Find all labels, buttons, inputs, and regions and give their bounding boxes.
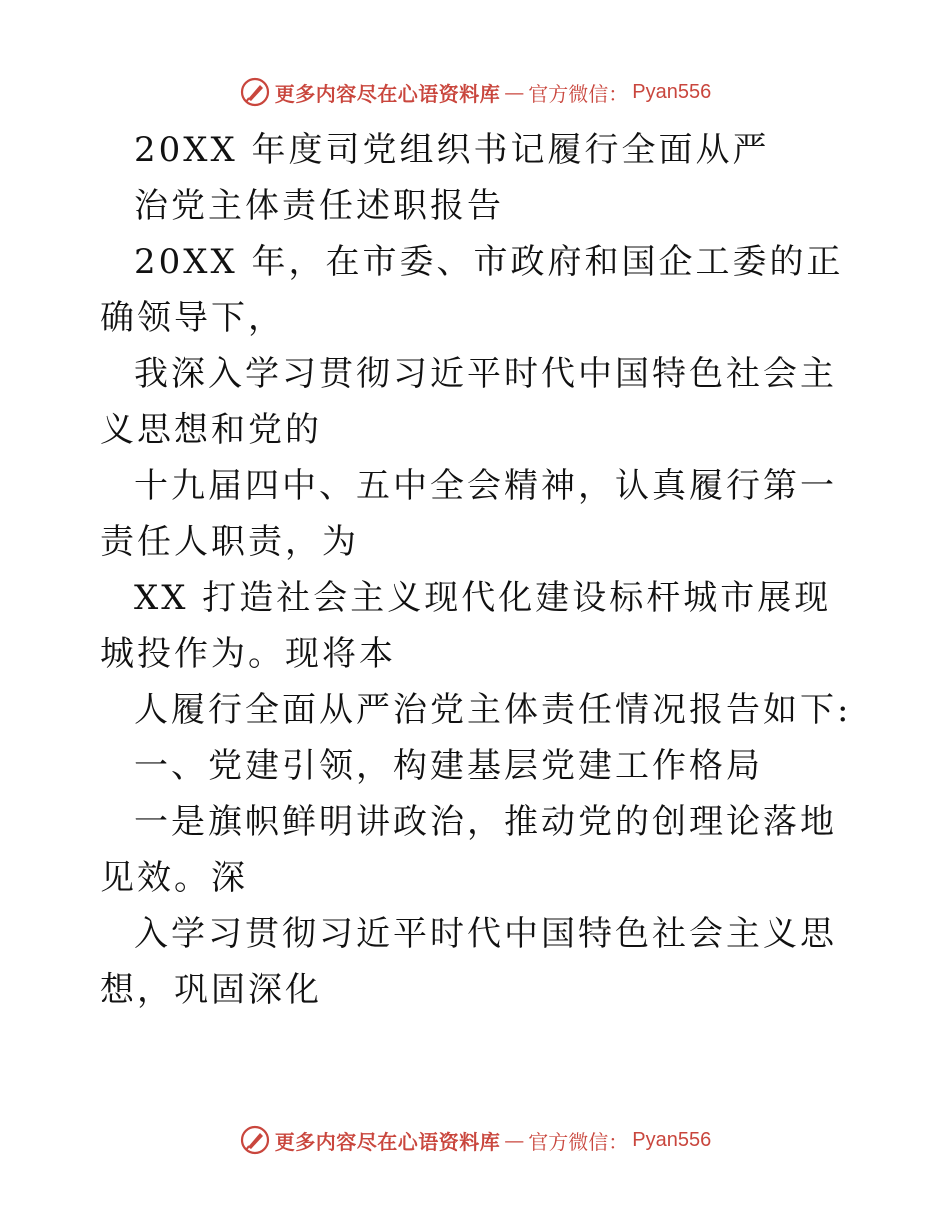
- header-watermark: [0, 72, 950, 112]
- watermark-id: Pyan556: [632, 80, 712, 103]
- watermark-official: 官方微信：: [528, 1129, 629, 1154]
- paragraph: 我深入学习贯彻习近平时代中国特色社会主义思想和党的: [100, 354, 837, 450]
- watermark-id: Pyan556: [632, 1128, 712, 1151]
- doc-title-line-1: 20XX 年度司党组织书记履行全面从严: [134, 130, 770, 170]
- quill-logo-icon: [239, 1124, 271, 1156]
- paragraph: 20XX 年，在市委、市政府和国企工委的正确领导下，: [100, 242, 844, 338]
- paragraph: 人履行全面从严治党主体责任情况报告如下:: [134, 690, 852, 730]
- watermark-text: 更多内容尽在心语资料库: [274, 1129, 501, 1154]
- footer-watermark: [0, 1120, 950, 1160]
- watermark-dash: —: [504, 1128, 525, 1152]
- watermark-dash: —: [504, 80, 525, 104]
- paragraph: XX 打造社会主义现代化建设标杆城市展现城投作为。现将本: [100, 578, 832, 674]
- watermark-text: 更多内容尽在心语资料库: [274, 81, 501, 106]
- paragraph: 一是旗帜鲜明讲政治，推动党的创理论落地见效。深: [100, 802, 837, 898]
- section-heading: 一、党建引领，构建基层党建工作格局: [134, 746, 763, 786]
- document-body: [100, 122, 860, 1018]
- doc-title-line-2: 治党主体责任述职报告: [134, 186, 504, 226]
- paragraph: 十九届四中、五中全会精神，认真履行第一责任人职责，为: [100, 466, 837, 562]
- quill-logo-icon: [239, 76, 271, 108]
- watermark-official: 官方微信：: [528, 81, 629, 106]
- paragraph: 入学习贯彻习近平时代中国特色社会主义思想，巩固深化: [100, 914, 837, 1010]
